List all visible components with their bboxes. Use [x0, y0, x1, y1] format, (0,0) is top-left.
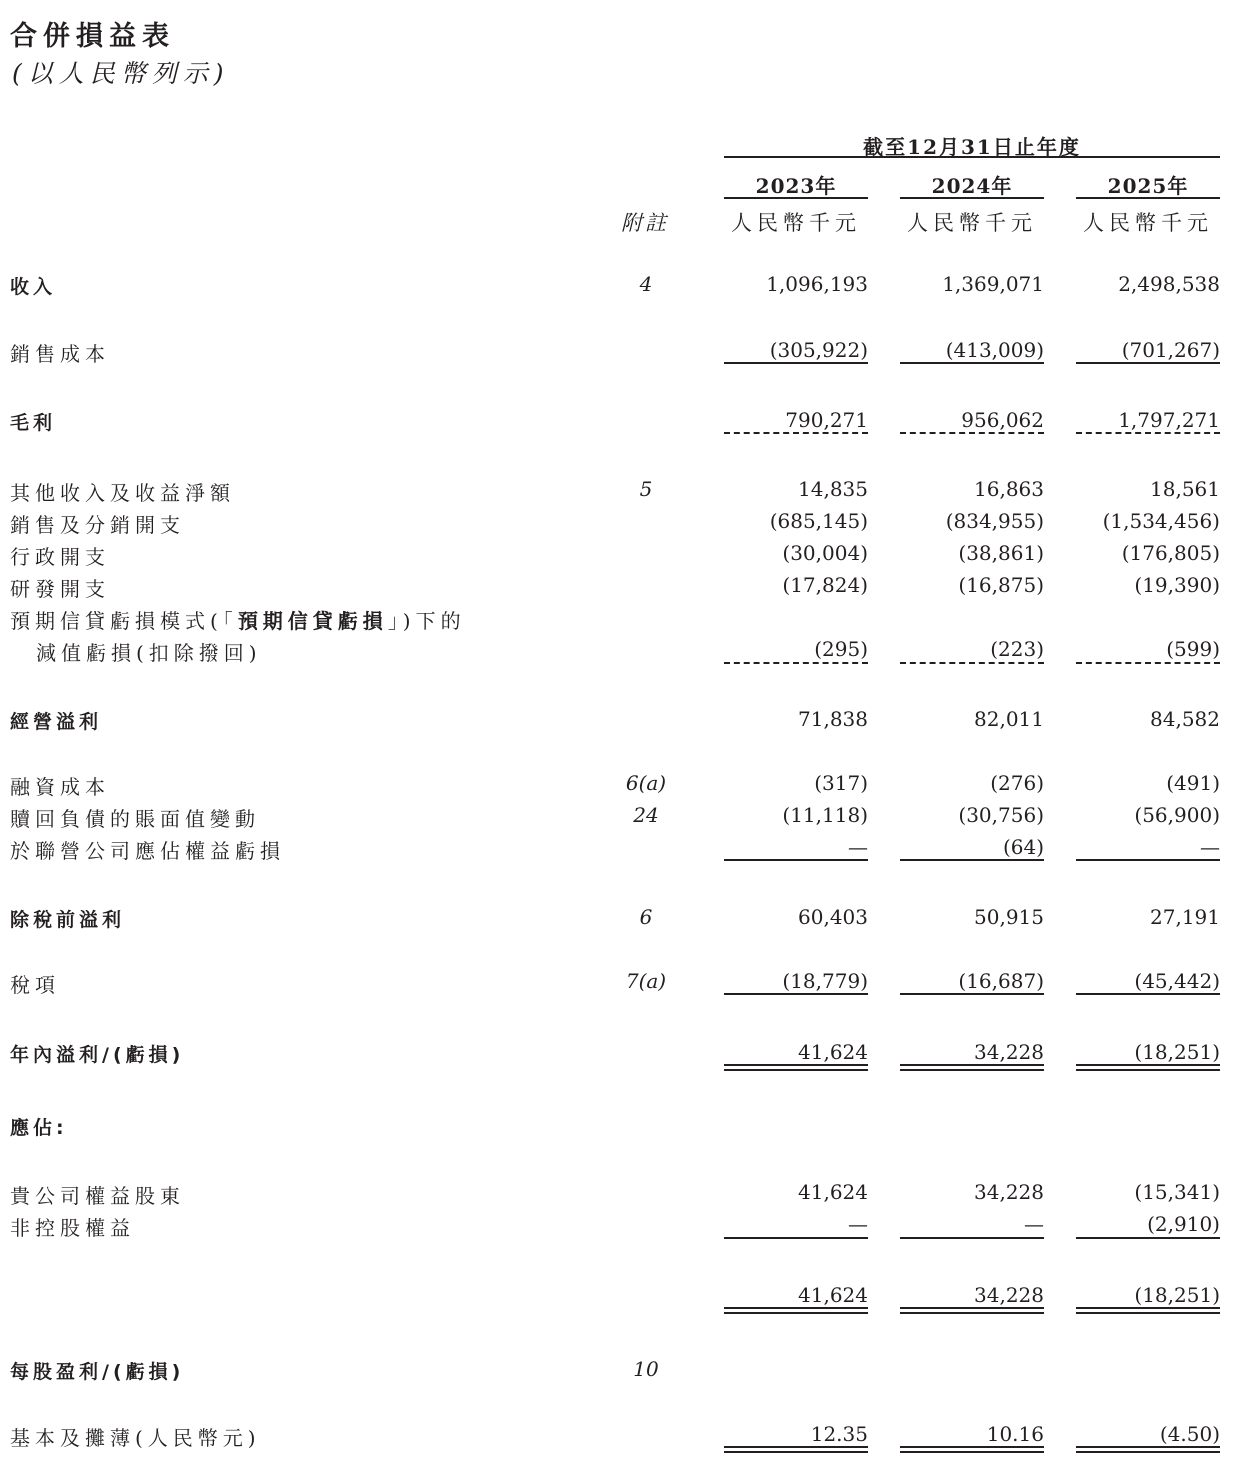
dashed-rule — [724, 662, 868, 664]
period-rule — [724, 156, 1220, 158]
value-basic-diluted-2024: 10.16 — [986, 1422, 1044, 1446]
value-associate-loss-2024: (64) — [1002, 835, 1044, 859]
row-label-basic-diluted: 基本及攤薄(人民幣元) — [10, 1426, 261, 1450]
unit-header-2025: 人民幣千元 — [1083, 211, 1213, 235]
value-redemption-liability-2024: (30,756) — [958, 803, 1044, 827]
subtotal-rule — [900, 1237, 1044, 1239]
value-selling-expenses-2025: (1,534,456) — [1102, 509, 1220, 533]
year-header-2024: 2024年 — [931, 174, 1013, 198]
row-label-redemption-liability: 贖回負債的賬面值變動 — [10, 807, 260, 831]
row-label-rnd-expenses: 研發開支 — [10, 577, 110, 601]
value-rnd-expenses-2025: (19,390) — [1134, 573, 1220, 597]
ecl-label-part1: 預期信貸虧損模式(「 — [10, 609, 238, 633]
value-other-income-2023: 14,835 — [798, 477, 868, 501]
row-label-operating-profit: 經營溢利 — [10, 711, 103, 733]
row-label-attributable-to: 應佔: — [10, 1117, 68, 1139]
row-label-cost-of-sales: 銷售成本 — [10, 342, 110, 366]
row-label-profit-before-tax: 除稅前溢利 — [10, 909, 126, 931]
value-finance-costs-2023: (317) — [814, 771, 868, 795]
value-admin-expenses-2024: (38,861) — [958, 541, 1044, 565]
row-note-tax: 7(a) — [625, 969, 667, 993]
total-double-rule — [1076, 1064, 1220, 1071]
value-operating-profit-2025: 84,582 — [1150, 707, 1220, 731]
year-rule-2025 — [1076, 197, 1220, 199]
value-equity-shareholders-2023: 41,624 — [798, 1180, 868, 1204]
value-tax-2024: (16,687) — [958, 969, 1044, 993]
value-profit-for-year-2024: 34,228 — [974, 1040, 1044, 1064]
subtotal-rule — [724, 1237, 868, 1239]
row-label-ecl-line2: 減值虧損(扣除撥回) — [36, 641, 262, 665]
total-double-rule — [900, 1064, 1044, 1071]
value-ecl-impairment-2025: (599) — [1166, 637, 1220, 661]
value-profit-for-year-2023: 41,624 — [798, 1040, 868, 1064]
period-header: 截至12月31日止年度 — [863, 135, 1081, 159]
value-selling-expenses-2024: (834,955) — [945, 509, 1044, 533]
value-redemption-liability-2025: (56,900) — [1134, 803, 1220, 827]
value-gross-profit-2025: 1,797,271 — [1118, 408, 1220, 432]
subtotal-rule — [900, 362, 1044, 364]
value-profit-before-tax-2025: 27,191 — [1150, 905, 1220, 929]
value-non-controlling-2024: — — [1024, 1212, 1044, 1236]
value-ecl-impairment-2023: (295) — [814, 637, 868, 661]
subtotal-rule — [1076, 362, 1220, 364]
total-double-rule — [1076, 1307, 1220, 1314]
ecl-label-defined-term: 預期信貸虧損 — [237, 609, 388, 633]
value-finance-costs-2024: (276) — [990, 771, 1044, 795]
value-ecl-impairment-2024: (223) — [990, 637, 1044, 661]
value-associate-loss-2025: — — [1200, 835, 1220, 859]
value-associate-loss-2023: — — [848, 835, 868, 859]
value-non-controlling-2025: (2,910) — [1147, 1212, 1220, 1236]
total-double-rule — [900, 1307, 1044, 1314]
row-label-associate-loss: 於聯營公司應佔權益虧損 — [10, 839, 285, 863]
row-label-eps: 每股盈利/(虧損) — [10, 1361, 185, 1383]
value-non-controlling-2023: — — [848, 1212, 868, 1236]
row-label-admin-expenses: 行政開支 — [10, 545, 110, 569]
value-gross-profit-2024: 956,062 — [961, 408, 1044, 432]
row-label-gross-profit: 毛利 — [10, 412, 57, 434]
row-note-eps: 10 — [633, 1357, 659, 1381]
row-label-equity-shareholders: 貴公司權益股東 — [10, 1184, 185, 1208]
value-profit-for-year-2025: (18,251) — [1134, 1040, 1220, 1064]
value-revenue-2024: 1,369,071 — [942, 272, 1044, 296]
currency-note: (以人民幣列示) — [12, 59, 230, 88]
total-double-rule — [724, 1446, 868, 1453]
total-double-rule — [1076, 1446, 1220, 1453]
value-cost-of-sales-2025: (701,267) — [1121, 338, 1220, 362]
value-operating-profit-2024: 82,011 — [974, 707, 1044, 731]
value-attributable-total-2023: 41,624 — [798, 1283, 868, 1307]
value-attributable-total-2025: (18,251) — [1134, 1283, 1220, 1307]
row-label-profit-for-year: 年內溢利/(虧損) — [10, 1044, 185, 1066]
value-attributable-total-2024: 34,228 — [974, 1283, 1044, 1307]
notes-column-header: 附註 — [621, 211, 669, 235]
row-label-revenue: 收入 — [10, 276, 57, 298]
value-revenue-2023: 1,096,193 — [766, 272, 868, 296]
value-profit-before-tax-2024: 50,915 — [974, 905, 1044, 929]
row-note-profit-before-tax: 6 — [639, 905, 653, 929]
value-admin-expenses-2023: (30,004) — [782, 541, 868, 565]
value-admin-expenses-2025: (176,805) — [1121, 541, 1220, 565]
dashed-rule — [900, 662, 1044, 664]
subtotal-rule — [900, 993, 1044, 995]
subtotal-rule — [900, 859, 1044, 861]
statement-title: 合併損益表 — [10, 21, 175, 52]
value-rnd-expenses-2023: (17,824) — [782, 573, 868, 597]
value-revenue-2025: 2,498,538 — [1118, 272, 1220, 296]
value-rnd-expenses-2024: (16,875) — [958, 573, 1044, 597]
value-profit-before-tax-2023: 60,403 — [798, 905, 868, 929]
value-cost-of-sales-2024: (413,009) — [945, 338, 1044, 362]
value-cost-of-sales-2023: (305,922) — [769, 338, 868, 362]
unit-header-2024: 人民幣千元 — [907, 211, 1037, 235]
value-basic-diluted-2025: (4.50) — [1159, 1422, 1220, 1446]
row-label-tax: 稅項 — [10, 973, 60, 997]
row-label-other-income: 其他收入及收益淨額 — [10, 481, 235, 505]
subtotal-rule — [724, 993, 868, 995]
unit-header-2023: 人民幣千元 — [731, 211, 861, 235]
row-note-other-income: 5 — [639, 477, 653, 501]
subtotal-rule — [1076, 1237, 1220, 1239]
value-selling-expenses-2023: (685,145) — [769, 509, 868, 533]
value-other-income-2025: 18,561 — [1150, 477, 1220, 501]
year-rule-2024 — [900, 197, 1044, 199]
year-header-2023: 2023年 — [755, 174, 837, 198]
year-rule-2023 — [724, 197, 868, 199]
value-other-income-2024: 16,863 — [974, 477, 1044, 501]
year-header-2025: 2025年 — [1107, 174, 1189, 198]
total-double-rule — [724, 1307, 868, 1314]
row-label-finance-costs: 融資成本 — [10, 775, 110, 799]
row-note-redemption-liability: 24 — [633, 803, 659, 827]
value-tax-2025: (45,442) — [1134, 969, 1220, 993]
subtotal-rule — [1076, 859, 1220, 861]
row-label-ecl-line1 — [10, 605, 466, 634]
value-basic-diluted-2023: 12.35 — [810, 1422, 868, 1446]
subtotal-rule — [724, 859, 868, 861]
value-equity-shareholders-2024: 34,228 — [974, 1180, 1044, 1204]
subtotal-rule — [1076, 993, 1220, 995]
dashed-rule — [1076, 432, 1220, 434]
value-gross-profit-2023: 790,271 — [785, 408, 868, 432]
dashed-rule — [724, 432, 868, 434]
row-label-non-controlling: 非控股權益 — [10, 1216, 135, 1240]
value-equity-shareholders-2025: (15,341) — [1134, 1180, 1220, 1204]
value-redemption-liability-2023: (11,118) — [782, 803, 868, 827]
dashed-rule — [900, 432, 1044, 434]
row-note-revenue: 4 — [639, 272, 653, 296]
total-double-rule — [724, 1064, 868, 1071]
subtotal-rule — [724, 362, 868, 364]
ecl-label-part3: 」)下的 — [387, 609, 466, 633]
value-finance-costs-2025: (491) — [1166, 771, 1220, 795]
value-tax-2023: (18,779) — [782, 969, 868, 993]
row-note-finance-costs: 6(a) — [625, 771, 667, 795]
row-label-selling-expenses: 銷售及分銷開支 — [10, 513, 185, 537]
value-operating-profit-2023: 71,838 — [798, 707, 868, 731]
total-double-rule — [900, 1446, 1044, 1453]
dashed-rule — [1076, 662, 1220, 664]
